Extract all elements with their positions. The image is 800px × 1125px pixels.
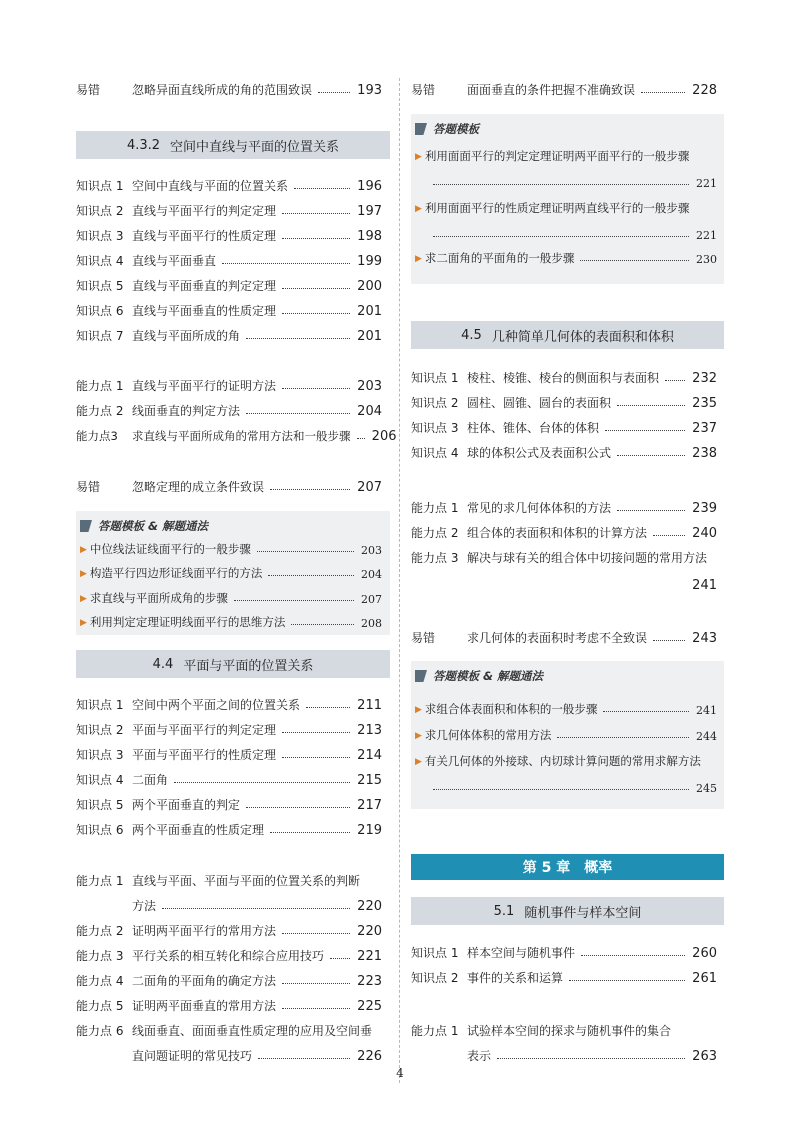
entry-label: 能力点 6 [76, 1024, 124, 1038]
dot-leader [282, 757, 350, 758]
entry-label: 知识点 3 [411, 421, 459, 435]
template-item-page: 208 [361, 617, 382, 630]
entry-page: 198 [357, 229, 382, 244]
entry-page: 215 [357, 773, 382, 788]
dot-leader [282, 1008, 350, 1009]
entry-text: 忽略定理的成立条件致误 [132, 480, 265, 494]
entry-text: 求几何体的表面积时考虑不全致误 [467, 631, 648, 645]
toc-entry[interactable] [76, 399, 382, 419]
toc-entry[interactable] [76, 249, 382, 269]
template-item-page: 207 [361, 593, 382, 606]
entry-text: 平行关系的相互转化和综合应用技巧 [132, 949, 325, 963]
dot-leader [433, 236, 689, 237]
entry-label: 知识点 1 [76, 179, 124, 193]
entry-text: 柱体、锥体、台体的体积 [467, 421, 600, 435]
entry-text: 证明两平面垂直的常用方法 [132, 999, 277, 1013]
template-item-page: 204 [361, 568, 382, 581]
toc-entry-line1[interactable] [76, 1019, 382, 1039]
entry-label: 能力点 1 [76, 874, 124, 888]
entry-text: 事件的关系和运算 [467, 971, 564, 985]
dot-leader [617, 455, 685, 456]
entry-label: 知识点 2 [411, 971, 459, 985]
template-title [76, 517, 208, 535]
entry-page: 213 [357, 723, 382, 738]
entry-text: 线面垂直、面面垂直性质定理的应用及空间垂 [132, 1024, 373, 1038]
section-header-4-5[interactable] [411, 321, 724, 349]
entry-label: 能力点 2 [76, 924, 124, 938]
dot-leader [270, 489, 350, 490]
section-title: 随机事件与样本空间 [524, 905, 642, 921]
section-number: 4.5 [461, 327, 482, 343]
entry-label: 能力点 4 [76, 974, 124, 988]
entry-text: 解决与球有关的组合体中切接问题的常用方法 [467, 551, 708, 565]
template-item-page: 203 [361, 544, 382, 557]
dot-leader [246, 413, 350, 414]
entry-page: 219 [357, 823, 382, 838]
toc-entry-line1[interactable] [411, 546, 717, 566]
template-item-line2[interactable] [433, 172, 717, 190]
entry-label: 易错 [76, 480, 101, 494]
entry-label: 知识点 6 [76, 304, 124, 318]
dot-leader [282, 933, 350, 934]
template-item-text: 构造平行四边形证线面平行的方法 [89, 566, 263, 580]
entry-text: 试验样本空间的探求与随机事件的集合 [467, 1024, 672, 1038]
entry-label: 知识点 4 [76, 773, 124, 787]
dot-leader [580, 260, 689, 261]
entry-page: 239 [692, 501, 717, 516]
page-number: 4 [396, 1066, 404, 1080]
section-header-5-1[interactable] [411, 897, 724, 925]
toc-entry[interactable] [76, 994, 382, 1014]
entry-text: 平面与平面平行的判定定理 [132, 723, 277, 737]
toc-entry[interactable] [76, 274, 382, 294]
toc-entry[interactable] [76, 768, 382, 788]
toc-entry[interactable] [76, 969, 382, 989]
dot-leader [653, 640, 685, 641]
entry-text: 直线与平面垂直的性质定理 [132, 304, 277, 318]
dot-leader [433, 789, 689, 790]
dot-leader [258, 1058, 350, 1059]
toc-entry[interactable] [76, 718, 382, 738]
toc-entry-line2[interactable] [132, 1044, 382, 1064]
section-header-4-3-2[interactable] [76, 131, 390, 159]
entry-text: 证明两平面平行的常用方法 [132, 924, 277, 938]
section-title: 空间中直线与平面的位置关系 [170, 139, 340, 155]
dot-leader [653, 535, 685, 536]
chapter-header-5[interactable] [411, 854, 724, 880]
dot-leader [605, 430, 685, 431]
triangle-bullet-icon: ▶ [415, 152, 422, 162]
template-item[interactable] [80, 539, 382, 557]
entry-label: 知识点 1 [411, 946, 459, 960]
entry-page: 199 [357, 254, 382, 269]
template-item-line1[interactable] [415, 751, 717, 769]
toc-entry[interactable] [411, 626, 717, 646]
template-item-line1[interactable] [415, 146, 717, 164]
section-header-4-4[interactable] [76, 650, 390, 678]
entry-label: 知识点 4 [411, 446, 459, 460]
toc-entry[interactable] [76, 944, 382, 964]
section-title: 几种简单几何体的表面积和体积 [491, 329, 674, 345]
dot-leader [497, 1058, 685, 1059]
entry-page: 223 [357, 974, 382, 989]
triangle-bullet-icon: ▶ [80, 618, 87, 628]
toc-entry[interactable] [76, 324, 382, 344]
template-box [76, 511, 390, 635]
entry-page: 228 [692, 83, 717, 98]
entry-text: 两个平面垂直的判定 [132, 798, 241, 812]
toc-entry[interactable] [411, 496, 717, 516]
dot-leader [557, 737, 689, 738]
dot-leader [162, 908, 350, 909]
entry-label: 易错 [411, 631, 436, 645]
template-title-text: 答题模板 [433, 122, 479, 136]
dot-leader [282, 213, 350, 214]
toc-entry[interactable] [76, 743, 382, 763]
toc-entry-line2[interactable] [467, 1044, 717, 1064]
dot-leader [282, 983, 350, 984]
entry-label: 知识点 5 [76, 279, 124, 293]
entry-label: 知识点 1 [411, 371, 459, 385]
entry-text: 直线与平面所成的角 [132, 329, 241, 343]
template-item[interactable] [415, 248, 717, 266]
template-item-text: 求几何体体积的常用方法 [424, 728, 552, 742]
entry-text: 直线与平面垂直 [132, 254, 217, 268]
entry-label: 知识点 2 [76, 723, 124, 737]
flag-icon [415, 123, 427, 135]
template-item-text: 求直线与平面所成角的步骤 [89, 591, 228, 605]
template-item-page: 245 [696, 782, 717, 795]
entry-page: 193 [357, 83, 382, 98]
toc-entry[interactable] [76, 78, 382, 98]
template-title-text: 答题模板 & 解题通法 [433, 669, 544, 683]
template-item[interactable] [415, 699, 717, 717]
entry-label: 知识点 2 [411, 396, 459, 410]
dot-leader [174, 782, 350, 783]
toc-entry[interactable] [411, 941, 717, 961]
entry-label: 知识点 3 [76, 229, 124, 243]
entry-page: 196 [357, 179, 382, 194]
dot-leader [665, 380, 685, 381]
entry-text: 圆柱、圆锥、圆台的表面积 [467, 396, 612, 410]
section-number: 4.4 [152, 656, 174, 672]
toc-entry[interactable] [76, 199, 382, 219]
triangle-bullet-icon: ▶ [80, 569, 87, 579]
dot-leader [603, 711, 689, 712]
entry-text: 表示 [467, 1049, 492, 1063]
dot-leader [246, 338, 350, 339]
entry-text: 线面垂直的判定方法 [132, 404, 241, 418]
template-item-text: 有关几何体的外接球、内切球计算问题的常用求解方法 [424, 754, 701, 768]
dot-leader [282, 388, 350, 389]
entry-page: 226 [357, 1049, 382, 1064]
template-item[interactable] [415, 725, 717, 743]
template-item-text: 中位线法证线面平行的一般步骤 [89, 542, 251, 556]
entry-text: 直线与平面平行的证明方法 [132, 379, 277, 393]
entry-page: 204 [357, 404, 382, 419]
toc-entry-line1[interactable] [411, 1019, 717, 1039]
entry-label: 易错 [76, 83, 101, 97]
toc-entry-line2[interactable] [467, 573, 717, 593]
entry-page: 211 [357, 698, 382, 713]
toc-entry[interactable] [76, 299, 382, 319]
flag-icon [80, 520, 92, 532]
template-item-text: 利用面面平行的性质定理证明两直线平行的一般步骤 [424, 201, 690, 215]
template-item-line2[interactable] [433, 224, 717, 242]
entry-text: 常见的求几何体体积的方法 [467, 501, 612, 515]
section-number: 4.3.2 [126, 137, 161, 153]
entry-label: 知识点 4 [76, 254, 124, 268]
entry-text: 直线与平面垂直的判定定理 [132, 279, 277, 293]
entry-label: 知识点 7 [76, 329, 124, 343]
template-item[interactable] [80, 612, 382, 630]
toc-entry[interactable] [76, 818, 382, 838]
entry-page: 240 [692, 526, 717, 541]
dot-leader [569, 980, 685, 981]
entry-text: 球的体积公式及表面积公式 [467, 446, 612, 460]
entry-label: 能力点3 [76, 429, 118, 443]
entry-label: 知识点 2 [76, 204, 124, 218]
template-title [411, 120, 479, 138]
dot-leader [581, 955, 685, 956]
entry-text: 忽略异面直线所成的角的范围致误 [132, 83, 313, 97]
dot-leader [306, 707, 350, 708]
entry-page: 197 [357, 204, 382, 219]
dot-leader [330, 958, 350, 959]
dot-leader [617, 405, 685, 406]
entry-label: 能力点 1 [411, 501, 459, 515]
entry-text: 两个平面垂直的性质定理 [132, 823, 265, 837]
entry-page: 260 [692, 946, 717, 961]
template-item-page: 221 [696, 229, 717, 242]
triangle-bullet-icon: ▶ [415, 705, 422, 715]
entry-label: 易错 [411, 83, 436, 97]
entry-label: 知识点 5 [76, 798, 124, 812]
entry-text: 直线与平面平行的判定定理 [132, 204, 277, 218]
entry-text: 面面垂直的条件把握不准确致误 [467, 83, 636, 97]
entry-page: 200 [357, 279, 382, 294]
dot-leader [357, 438, 365, 439]
entry-text: 方法 [132, 899, 157, 913]
section-title: 平面与平面的位置关系 [183, 658, 314, 674]
dot-leader [246, 807, 350, 808]
entry-label: 知识点 6 [76, 823, 124, 837]
entry-label: 能力点 2 [411, 526, 459, 540]
template-title [411, 667, 543, 685]
entry-label: 能力点 1 [411, 1024, 459, 1038]
toc-entry[interactable] [76, 793, 382, 813]
entry-page: 220 [357, 899, 382, 914]
entry-page: 241 [692, 578, 717, 593]
template-item-page: 230 [696, 253, 717, 266]
entry-text: 样本空间与随机事件 [467, 946, 576, 960]
toc-entry[interactable] [411, 521, 717, 541]
triangle-bullet-icon: ▶ [80, 545, 87, 555]
dot-leader [291, 624, 354, 625]
toc-entry[interactable] [411, 966, 717, 986]
entry-text: 二面角 [132, 773, 169, 787]
entry-text: 直线与平面、平面与平面的位置关系的判断 [132, 874, 361, 888]
template-box [411, 661, 724, 809]
triangle-bullet-icon: ▶ [415, 204, 422, 214]
entry-text: 直问题证明的常见技巧 [132, 1049, 253, 1063]
entry-label: 能力点 2 [76, 404, 124, 418]
entry-page: 207 [357, 480, 382, 495]
entry-page: 243 [692, 631, 717, 646]
template-item-line2[interactable] [433, 777, 717, 795]
dot-leader [617, 510, 685, 511]
toc-entry[interactable] [411, 366, 717, 386]
dot-leader [282, 732, 350, 733]
entry-text: 空间中直线与平面的位置关系 [132, 179, 289, 193]
template-item-page: 221 [696, 177, 717, 190]
dot-leader [282, 288, 350, 289]
toc-entry[interactable] [76, 693, 382, 713]
template-item[interactable] [80, 563, 382, 581]
entry-page: 221 [357, 949, 382, 964]
toc-entry[interactable] [411, 416, 717, 436]
entry-page: 225 [357, 999, 382, 1014]
column-divider [399, 78, 400, 1083]
entry-text: 求直线与平面所成角的常用方法和一般步骤 [132, 429, 351, 443]
entry-page: 220 [357, 924, 382, 939]
dot-leader [282, 238, 350, 239]
dot-leader [268, 575, 354, 576]
entry-page: 214 [357, 748, 382, 763]
chapter-title: 第 5 章 概率 [522, 860, 613, 876]
dot-leader [270, 832, 350, 833]
template-item-text: 利用判定定理证明线面平行的思维方法 [89, 615, 286, 629]
entry-text: 直线与平面平行的性质定理 [132, 229, 277, 243]
entry-label: 能力点 5 [76, 999, 124, 1013]
entry-page: 261 [692, 971, 717, 986]
dot-leader [234, 600, 354, 601]
entry-page: 203 [357, 379, 382, 394]
triangle-bullet-icon: ▶ [415, 254, 422, 264]
toc-entry[interactable] [76, 224, 382, 244]
template-item-text: 求二面角的平面角的一般步骤 [424, 251, 575, 265]
entry-label: 能力点 3 [76, 949, 124, 963]
template-item-text: 利用面面平行的判定定理证明两平面平行的一般步骤 [424, 149, 690, 163]
toc-entry[interactable] [76, 174, 382, 194]
entry-page: 235 [692, 396, 717, 411]
entry-text: 空间中两个平面之间的位置关系 [132, 698, 301, 712]
template-item-text: 求组合体表面积和体积的一般步骤 [424, 702, 598, 716]
toc-entry[interactable] [76, 374, 382, 394]
entry-page: 238 [692, 446, 717, 461]
dot-leader [282, 313, 350, 314]
entry-label: 能力点 1 [76, 379, 124, 393]
toc-entry[interactable] [411, 78, 717, 98]
entry-page: 201 [357, 304, 382, 319]
toc-entry[interactable] [411, 441, 717, 461]
template-box [411, 114, 724, 284]
entry-text: 平面与平面平行的性质定理 [132, 748, 277, 762]
entry-text: 组合体的表面积和体积的计算方法 [467, 526, 648, 540]
template-title-text: 答题模板 & 解题通法 [98, 519, 209, 533]
toc-entry-line1[interactable] [76, 869, 382, 889]
entry-label: 知识点 1 [76, 698, 124, 712]
entry-text: 棱柱、棱锥、棱台的侧面积与表面积 [467, 371, 660, 385]
entry-page: 201 [357, 329, 382, 344]
dot-leader [222, 263, 350, 264]
entry-page: 206 [371, 429, 397, 444]
toc-entry[interactable] [76, 919, 382, 939]
dot-leader [294, 188, 350, 189]
triangle-bullet-icon: ▶ [80, 594, 87, 604]
template-item-page: 241 [696, 704, 717, 717]
template-item-line1[interactable] [415, 198, 717, 216]
toc-entry[interactable] [411, 391, 717, 411]
dot-leader [257, 551, 354, 552]
triangle-bullet-icon: ▶ [415, 731, 422, 741]
dot-leader [641, 92, 685, 93]
entry-page: 217 [357, 798, 382, 813]
dot-leader [318, 92, 350, 93]
entry-label: 能力点 3 [411, 551, 459, 565]
entry-page: 232 [692, 371, 717, 386]
entry-page: 263 [692, 1049, 717, 1064]
section-number: 5.1 [493, 903, 515, 919]
triangle-bullet-icon: ▶ [415, 757, 422, 767]
entry-label: 知识点 3 [76, 748, 124, 762]
flag-icon [415, 670, 427, 682]
dot-leader [433, 184, 689, 185]
template-item-page: 244 [696, 730, 717, 743]
toc-entry[interactable] [76, 475, 382, 495]
entry-page: 237 [692, 421, 717, 436]
entry-text: 二面角的平面角的确定方法 [132, 974, 277, 988]
toc-entry[interactable] [76, 424, 397, 444]
template-item[interactable] [80, 588, 382, 606]
toc-entry-line2[interactable] [132, 894, 382, 914]
